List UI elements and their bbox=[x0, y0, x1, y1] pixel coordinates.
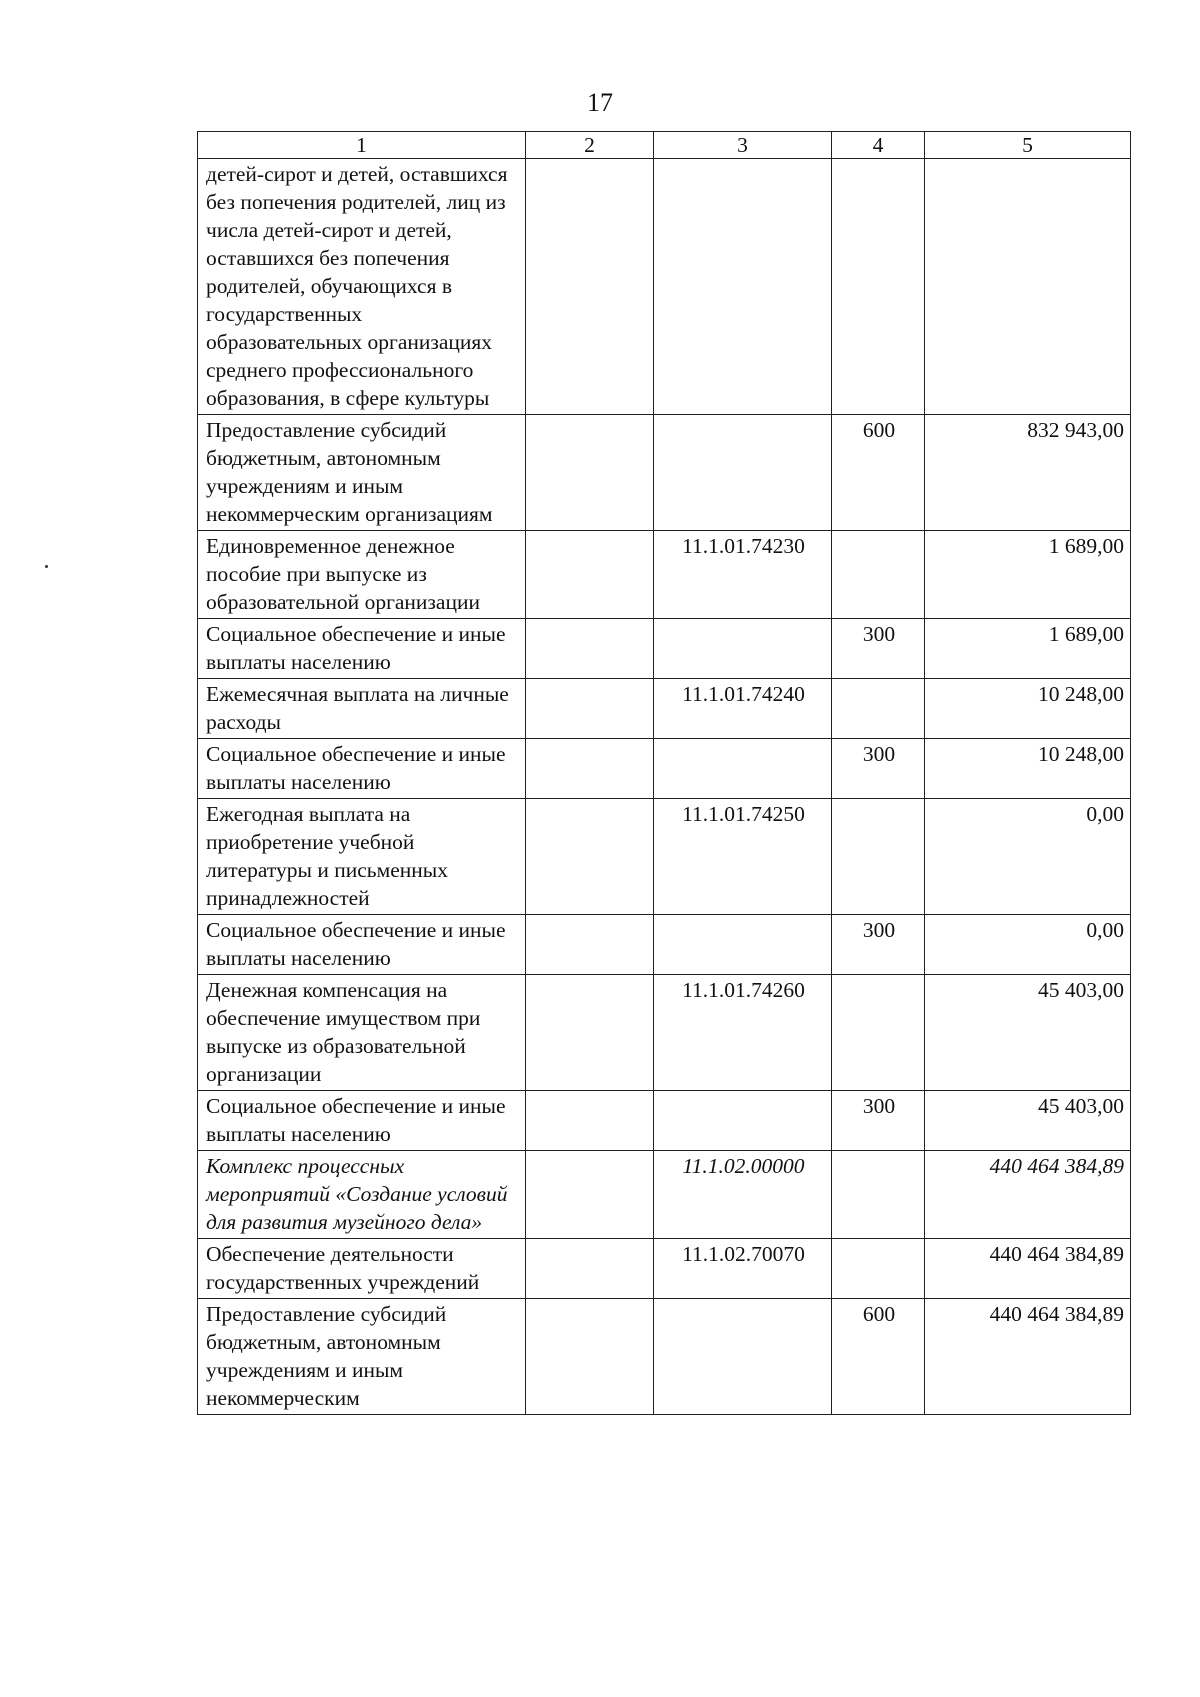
cell-amount: 1 689,00 bbox=[925, 619, 1131, 679]
column-header-3: 3 bbox=[654, 132, 832, 159]
cell-expense-type: 300 bbox=[832, 739, 925, 799]
cell-expense-type bbox=[832, 1151, 925, 1239]
table-row bbox=[198, 531, 1131, 619]
cell-name: Обеспечение деятельности государственных учреждений bbox=[198, 1239, 526, 1299]
cell-expense-type: 300 bbox=[832, 619, 925, 679]
table-row bbox=[198, 915, 1131, 975]
cell-amount: 440 464 384,89 bbox=[925, 1151, 1131, 1239]
cell-amount: 45 403,00 bbox=[925, 975, 1131, 1091]
cell-column-2 bbox=[526, 1091, 654, 1151]
cell-target-code bbox=[654, 739, 832, 799]
cell-column-2 bbox=[526, 799, 654, 915]
table-header-row bbox=[198, 132, 1131, 159]
column-header-1: 1 bbox=[198, 132, 526, 159]
cell-expense-type bbox=[832, 531, 925, 619]
cell-column-2 bbox=[526, 1239, 654, 1299]
cell-amount: 0,00 bbox=[925, 915, 1131, 975]
column-header-5: 5 bbox=[925, 132, 1131, 159]
column-header-4: 4 bbox=[832, 132, 925, 159]
cell-column-2 bbox=[526, 915, 654, 975]
cell-expense-type bbox=[832, 799, 925, 915]
cell-expense-type bbox=[832, 159, 925, 415]
table-row bbox=[198, 415, 1131, 531]
column-header-2: 2 bbox=[526, 132, 654, 159]
cell-expense-type: 600 bbox=[832, 415, 925, 531]
table-row bbox=[198, 799, 1131, 915]
cell-target-code bbox=[654, 415, 832, 531]
cell-amount: 440 464 384,89 bbox=[925, 1239, 1131, 1299]
page-number: 17 bbox=[587, 88, 613, 117]
cell-name: Социальное обеспечение и иные выплаты населению bbox=[198, 1091, 526, 1151]
cell-amount: 0,00 bbox=[925, 799, 1131, 915]
table-body bbox=[198, 159, 1131, 1415]
cell-target-code: 11.1.01.74230 bbox=[654, 531, 832, 619]
cell-amount: 10 248,00 bbox=[925, 739, 1131, 799]
cell-target-code bbox=[654, 1091, 832, 1151]
cell-target-code: 11.1.01.74240 bbox=[654, 679, 832, 739]
cell-name: Предоставление субсидий бюджетным, автономным учреждениям и иным некоммерческим организациям bbox=[198, 415, 526, 531]
cell-amount bbox=[925, 159, 1131, 415]
cell-target-code: 11.1.01.74250 bbox=[654, 799, 832, 915]
cell-column-2 bbox=[526, 739, 654, 799]
cell-target-code bbox=[654, 619, 832, 679]
table-row bbox=[198, 739, 1131, 799]
cell-amount: 832 943,00 bbox=[925, 415, 1131, 531]
table-row bbox=[198, 1091, 1131, 1151]
cell-expense-type: 600 bbox=[832, 1299, 925, 1415]
table-row bbox=[198, 619, 1131, 679]
table-row bbox=[198, 1239, 1131, 1299]
cell-name: Комплекс процессных мероприятий «Создание условий для развития музейного дела» bbox=[198, 1151, 526, 1239]
cell-amount: 440 464 384,89 bbox=[925, 1299, 1131, 1415]
cell-amount: 1 689,00 bbox=[925, 531, 1131, 619]
cell-target-code bbox=[654, 1299, 832, 1415]
cell-expense-type: 300 bbox=[832, 915, 925, 975]
cell-target-code: 11.1.02.70070 bbox=[654, 1239, 832, 1299]
cell-name: Денежная компенсация на обеспечение имуществом при выпуске из образовательной организации bbox=[198, 975, 526, 1091]
cell-name: Единовременное денежное пособие при выпуске из образовательной организации bbox=[198, 531, 526, 619]
cell-column-2 bbox=[526, 531, 654, 619]
cell-name: Социальное обеспечение и иные выплаты населению bbox=[198, 619, 526, 679]
cell-target-code bbox=[654, 915, 832, 975]
cell-column-2 bbox=[526, 1151, 654, 1239]
cell-column-2 bbox=[526, 619, 654, 679]
cell-name: Социальное обеспечение и иные выплаты населению bbox=[198, 739, 526, 799]
cell-column-2 bbox=[526, 975, 654, 1091]
cell-column-2 bbox=[526, 415, 654, 531]
cell-name: Социальное обеспечение и иные выплаты населению bbox=[198, 915, 526, 975]
cell-name: Предоставление субсидий бюджетным, автономным учреждениям и иным некоммерческим bbox=[198, 1299, 526, 1415]
table-row bbox=[198, 679, 1131, 739]
table-row bbox=[198, 159, 1131, 415]
scan-dust-mark bbox=[45, 565, 48, 568]
cell-column-2 bbox=[526, 1299, 654, 1415]
cell-expense-type bbox=[832, 1239, 925, 1299]
cell-expense-type: 300 bbox=[832, 1091, 925, 1151]
cell-target-code: 11.1.02.00000 bbox=[654, 1151, 832, 1239]
cell-amount: 45 403,00 bbox=[925, 1091, 1131, 1151]
cell-column-2 bbox=[526, 679, 654, 739]
table-row bbox=[198, 1299, 1131, 1415]
cell-expense-type bbox=[832, 975, 925, 1091]
budget-table bbox=[197, 131, 1131, 1415]
table-row bbox=[198, 1151, 1131, 1239]
cell-column-2 bbox=[526, 159, 654, 415]
cell-name: детей-сирот и детей, оставшихся без попечения родителей, лиц из числа детей-сирот и детей, оставшихся без попечения родителей, обучающихся в государственных образовательных организациях среднего профессионального образования, в сфере культуры bbox=[198, 159, 526, 415]
cell-target-code bbox=[654, 159, 832, 415]
table-row bbox=[198, 975, 1131, 1091]
cell-name: Ежемесячная выплата на личные расходы bbox=[198, 679, 526, 739]
cell-name: Ежегодная выплата на приобретение учебной литературы и письменных принадлежностей bbox=[198, 799, 526, 915]
cell-target-code: 11.1.01.74260 bbox=[654, 975, 832, 1091]
cell-expense-type bbox=[832, 679, 925, 739]
cell-amount: 10 248,00 bbox=[925, 679, 1131, 739]
